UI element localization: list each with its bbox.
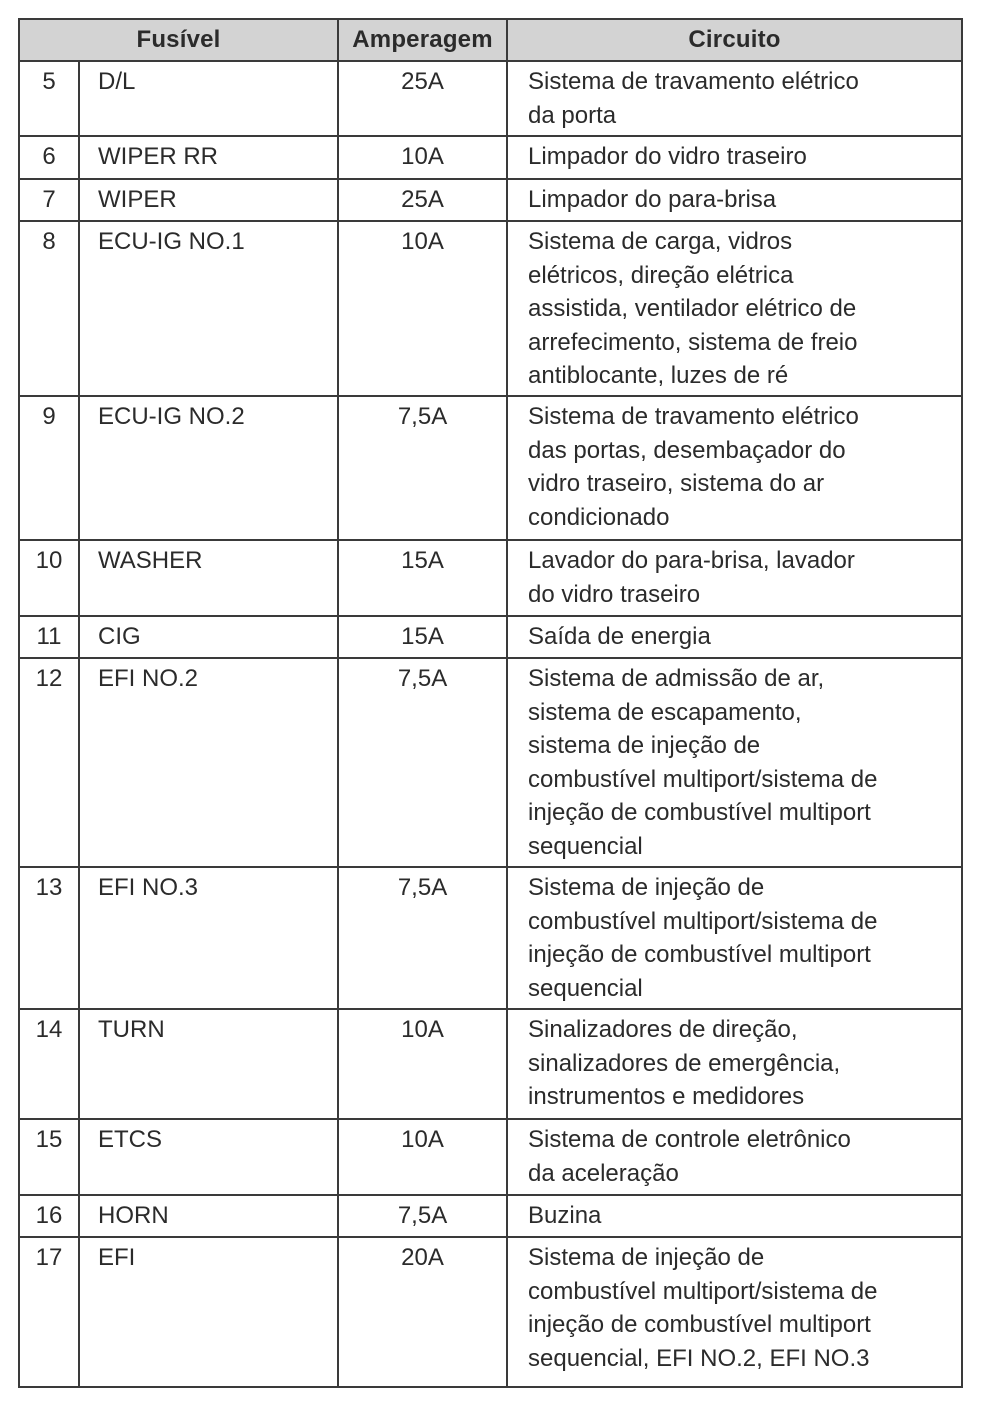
circuit-line: Limpador do para-brisa — [528, 186, 777, 213]
fuse-number: 14 — [19, 1009, 79, 1119]
circuit-line: combustível multiport/sistema de — [528, 907, 878, 935]
fuse-circuit — [507, 540, 962, 616]
circuit-line: instrumentos e medidores — [528, 1083, 805, 1110]
fuse-name: WIPER — [79, 179, 338, 221]
fuse-amperage: 10A — [338, 1009, 507, 1119]
fuse-circuit — [507, 658, 962, 867]
fuse-number: 6 — [19, 136, 79, 179]
circuit-line: Sistema de admissão de ar, — [528, 665, 825, 692]
circuit-line: da porta — [528, 101, 617, 129]
fuse-amperage: 10A — [338, 221, 507, 396]
fuse-circuit — [507, 867, 962, 1009]
fuse-circuit — [507, 616, 962, 658]
fuse-number: 15 — [19, 1119, 79, 1195]
fuse-name: ETCS — [79, 1119, 338, 1195]
header-amperage: Amperagem — [338, 19, 507, 61]
circuit-line: sistema de injeção de — [528, 732, 761, 759]
circuit-line: injeção de combustível multiport — [528, 799, 871, 826]
fuse-name: WIPER RR — [79, 136, 338, 179]
fuse-table — [18, 18, 963, 1388]
fuse-amperage: 7,5A — [338, 658, 507, 867]
circuit-line: Buzina — [528, 1202, 602, 1229]
table-row — [19, 1009, 962, 1119]
fuse-number: 7 — [19, 179, 79, 221]
circuit-line: sequencial — [528, 974, 643, 1002]
circuit-line: injeção de combustível multiport — [528, 941, 871, 968]
fuse-name: CIG — [79, 616, 338, 658]
fuse-name: TURN — [79, 1009, 338, 1119]
table-row — [19, 61, 962, 136]
circuit-line: Sistema de controle eletrônico — [528, 1126, 851, 1153]
circuit-line: elétricos, direção elétrica — [528, 261, 794, 289]
fuse-amperage: 25A — [338, 61, 507, 136]
fuse-name: EFI — [79, 1237, 338, 1387]
table-row — [19, 179, 962, 221]
table-row — [19, 1195, 962, 1237]
table-row — [19, 867, 962, 1009]
fuse-name: HORN — [79, 1195, 338, 1237]
circuit-line: Sistema de travamento elétrico — [528, 68, 859, 95]
circuit-line: Sistema de injeção de — [528, 874, 765, 901]
circuit-line: assistida, ventilador elétrico de — [528, 295, 857, 322]
circuit-line: Lavador do para-brisa, lavador — [528, 547, 855, 574]
fuse-name: ECU-IG NO.1 — [79, 221, 338, 396]
circuit-line: Sistema de travamento elétrico — [528, 403, 859, 430]
circuit-line: da aceleração — [528, 1159, 679, 1187]
circuit-line: arrefecimento, sistema de freio — [528, 328, 858, 356]
fuse-name: EFI NO.3 — [79, 867, 338, 1009]
circuit-line: combustível multiport/sistema de — [528, 765, 878, 793]
fuse-name: ECU-IG NO.2 — [79, 396, 338, 540]
fuse-circuit — [507, 1237, 962, 1387]
circuit-line: vidro traseiro, sistema do ar — [528, 470, 825, 497]
fuse-amperage: 20A — [338, 1237, 507, 1387]
circuit-line: injeção de combustível multiport — [528, 1311, 871, 1338]
fuse-number: 10 — [19, 540, 79, 616]
fuse-number: 16 — [19, 1195, 79, 1237]
table-row — [19, 1119, 962, 1195]
header-circuit: Circuito — [507, 19, 962, 61]
circuit-line: Sistema de injeção de — [528, 1244, 765, 1271]
fuse-amperage: 15A — [338, 616, 507, 658]
fuse-amperage: 10A — [338, 1119, 507, 1195]
table-row — [19, 658, 962, 867]
fuse-name: EFI NO.2 — [79, 658, 338, 867]
circuit-line: sequencial, EFI NO.2, EFI NO.3 — [528, 1344, 870, 1372]
fuse-name: D/L — [79, 61, 338, 136]
fuse-number: 9 — [19, 396, 79, 540]
fuse-circuit — [507, 396, 962, 540]
fuse-number: 11 — [19, 616, 79, 658]
fuse-circuit — [507, 1119, 962, 1195]
fuse-amperage: 7,5A — [338, 867, 507, 1009]
header-fuse: Fusível — [19, 19, 338, 61]
fuse-circuit — [507, 61, 962, 136]
circuit-line: sistema de escapamento, — [528, 698, 802, 726]
circuit-line: Sistema de carga, vidros — [528, 228, 793, 255]
fuse-amperage: 7,5A — [338, 396, 507, 540]
circuit-line: condicionado — [528, 503, 670, 531]
fuse-amperage: 25A — [338, 179, 507, 221]
circuit-line: combustível multiport/sistema de — [528, 1277, 878, 1305]
fuse-number: 8 — [19, 221, 79, 396]
table-row — [19, 540, 962, 616]
circuit-line: sinalizadores de emergência, — [528, 1049, 841, 1077]
table-row — [19, 396, 962, 540]
circuit-line: Limpador do vidro traseiro — [528, 143, 807, 170]
fuse-circuit — [507, 136, 962, 179]
fuse-number: 5 — [19, 61, 79, 136]
table-row — [19, 616, 962, 658]
fuse-circuit — [507, 221, 962, 396]
fuse-circuit — [507, 179, 962, 221]
table-row — [19, 136, 962, 179]
fuse-name: WASHER — [79, 540, 338, 616]
fuse-amperage: 7,5A — [338, 1195, 507, 1237]
fuse-number: 12 — [19, 658, 79, 867]
fuse-circuit — [507, 1009, 962, 1119]
fuse-number: 13 — [19, 867, 79, 1009]
circuit-line: antiblocante, luzes de ré — [528, 362, 789, 389]
table-row — [19, 1237, 962, 1387]
header-row — [19, 19, 962, 61]
table-row — [19, 221, 962, 396]
fuse-amperage: 15A — [338, 540, 507, 616]
fuse-number: 17 — [19, 1237, 79, 1387]
fuse-circuit — [507, 1195, 962, 1237]
circuit-line: Sinalizadores de direção, — [528, 1016, 798, 1043]
fuse-amperage: 10A — [338, 136, 507, 179]
circuit-line: sequencial — [528, 832, 643, 860]
circuit-line: Saída de energia — [528, 623, 711, 650]
table-body — [19, 61, 962, 1387]
circuit-line: das portas, desembaçador do — [528, 436, 846, 464]
circuit-line: do vidro traseiro — [528, 580, 701, 608]
